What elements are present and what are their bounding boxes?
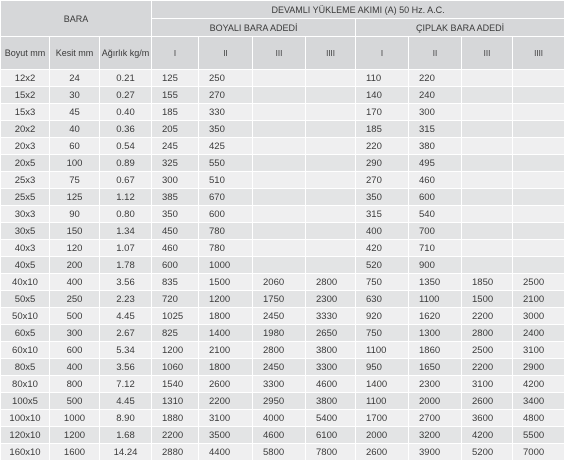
cell-painted-4: [306, 189, 356, 206]
cell-agirlik: 0.80: [100, 206, 152, 223]
cell-kesit: 100: [50, 155, 100, 172]
cell-painted-1: 460: [152, 240, 199, 257]
cell-kesit: 600: [50, 342, 100, 359]
cell-boyut: 120x10: [1, 427, 50, 444]
cell-bare-3: [462, 172, 513, 189]
cell-painted-4: [306, 87, 356, 104]
cell-painted-4: 3800: [306, 342, 356, 359]
cell-painted-3: [253, 104, 306, 121]
cell-bare-1: 1400: [356, 376, 409, 393]
cell-agirlik: 4.45: [100, 308, 152, 325]
cell-agirlik: 0.67: [100, 172, 152, 189]
cell-kesit: 1000: [50, 410, 100, 427]
cell-bare-2: 2700: [409, 410, 462, 427]
cell-bare-4: [513, 172, 564, 189]
table-row: [1, 189, 564, 206]
cell-bare-3: [462, 121, 513, 138]
cell-bare-2: 1860: [409, 342, 462, 359]
table-row: [1, 87, 564, 104]
cell-kesit: 500: [50, 308, 100, 325]
cell-boyut: 25x3: [1, 172, 50, 189]
cell-painted-3: [253, 138, 306, 155]
cell-painted-2: 670: [199, 189, 253, 206]
header-bare: ÇIPLAK BARA ADEDİ: [356, 19, 564, 37]
cell-boyut: 50x10: [1, 308, 50, 325]
cell-bare-1: 750: [356, 325, 409, 342]
cell-painted-2: 600: [199, 206, 253, 223]
painted-col-3: III: [253, 37, 306, 70]
cell-painted-4: [306, 240, 356, 257]
header-agirlik: Ağırlık kg/m: [100, 37, 152, 70]
cell-painted-2: 2100: [199, 342, 253, 359]
cell-painted-3: [253, 206, 306, 223]
cell-boyut: 40x10: [1, 274, 50, 291]
header-kesit: Kesit mm: [50, 37, 100, 70]
cell-kesit: 40: [50, 121, 100, 138]
cell-bare-3: 5200: [462, 444, 513, 461]
table-row: [1, 393, 564, 410]
cell-painted-4: 2300: [306, 291, 356, 308]
table-row: [1, 121, 564, 138]
cell-boyut: 100x10: [1, 410, 50, 427]
cell-boyut: 15x3: [1, 104, 50, 121]
cell-boyut: 30x5: [1, 223, 50, 240]
cell-bare-2: 495: [409, 155, 462, 172]
cell-agirlik: 0.40: [100, 104, 152, 121]
painted-col-4: IIII: [306, 37, 356, 70]
table-header: [1, 1, 564, 70]
table-row: [1, 427, 564, 444]
cell-painted-3: [253, 189, 306, 206]
cell-boyut: 60x10: [1, 342, 50, 359]
cell-bare-2: 2000: [409, 393, 462, 410]
cell-kesit: 30: [50, 87, 100, 104]
cell-bare-1: 2600: [356, 444, 409, 461]
cell-agirlik: 0.36: [100, 121, 152, 138]
cell-painted-4: 3300: [306, 359, 356, 376]
cell-bare-1: 630: [356, 291, 409, 308]
cell-agirlik: 4.45: [100, 393, 152, 410]
table-row: [1, 240, 564, 257]
table-row: [1, 172, 564, 189]
cell-bare-3: 2200: [462, 359, 513, 376]
cell-painted-1: 155: [152, 87, 199, 104]
cell-kesit: 300: [50, 325, 100, 342]
cell-boyut: 80x10: [1, 376, 50, 393]
cell-painted-2: 2200: [199, 393, 253, 410]
cell-painted-4: 4600: [306, 376, 356, 393]
cell-bare-1: 350: [356, 189, 409, 206]
cell-bare-3: [462, 206, 513, 223]
cell-boyut: 60x5: [1, 325, 50, 342]
table-row: [1, 291, 564, 308]
cell-painted-4: [306, 172, 356, 189]
cell-kesit: 60: [50, 138, 100, 155]
cell-painted-1: 125: [152, 70, 199, 87]
cell-painted-4: 2800: [306, 274, 356, 291]
cell-kesit: 250: [50, 291, 100, 308]
cell-bare-4: 2500: [513, 274, 564, 291]
cell-painted-2: 270: [199, 87, 253, 104]
cell-bare-4: 4200: [513, 376, 564, 393]
cell-painted-4: 2650: [306, 325, 356, 342]
table-row: [1, 308, 564, 325]
cell-kesit: 1600: [50, 444, 100, 461]
cell-bare-1: 270: [356, 172, 409, 189]
cell-painted-4: [306, 70, 356, 87]
cell-bare-2: 1350: [409, 274, 462, 291]
cell-agirlik: 1.07: [100, 240, 152, 257]
cell-painted-3: 2800: [253, 342, 306, 359]
table-row: [1, 70, 564, 87]
cell-bare-3: 2600: [462, 393, 513, 410]
cell-painted-4: [306, 121, 356, 138]
cell-painted-4: [306, 155, 356, 172]
cell-bare-4: [513, 223, 564, 240]
cell-bare-1: 400: [356, 223, 409, 240]
cell-painted-2: 3500: [199, 427, 253, 444]
cell-bare-4: 2400: [513, 325, 564, 342]
cell-agirlik: 0.89: [100, 155, 152, 172]
cell-painted-1: 350: [152, 206, 199, 223]
table-row: [1, 274, 564, 291]
table-row: [1, 223, 564, 240]
painted-col-2: II: [199, 37, 253, 70]
cell-bare-3: 3600: [462, 410, 513, 427]
cell-painted-1: 450: [152, 223, 199, 240]
cell-bare-2: 240: [409, 87, 462, 104]
cell-boyut: 160x10: [1, 444, 50, 461]
cell-painted-4: 3800: [306, 393, 356, 410]
cell-painted-4: [306, 257, 356, 274]
cell-agirlik: 3.56: [100, 359, 152, 376]
cell-bare-2: 1100: [409, 291, 462, 308]
cell-bare-2: 1300: [409, 325, 462, 342]
cell-kesit: 90: [50, 206, 100, 223]
cell-bare-3: [462, 223, 513, 240]
cell-painted-2: 4400: [199, 444, 253, 461]
cell-painted-4: [306, 223, 356, 240]
cell-kesit: 45: [50, 104, 100, 121]
cell-bare-1: 920: [356, 308, 409, 325]
cell-bare-2: 3900: [409, 444, 462, 461]
cell-bare-2: 540: [409, 206, 462, 223]
cell-painted-2: 1800: [199, 308, 253, 325]
cell-bare-3: [462, 240, 513, 257]
table-row: [1, 325, 564, 342]
cell-bare-4: [513, 155, 564, 172]
cell-bare-3: 4200: [462, 427, 513, 444]
cell-agirlik: 7.12: [100, 376, 152, 393]
cell-painted-1: 1310: [152, 393, 199, 410]
header-title: DEVAMLI YÜKLEME AKIMI (A) 50 Hz. A.C.: [152, 1, 564, 19]
header-boyut: Boyut mm: [1, 37, 50, 70]
cell-bare-4: [513, 121, 564, 138]
table-row: [1, 138, 564, 155]
cell-painted-2: 1000: [199, 257, 253, 274]
header-bara: BARA: [1, 1, 152, 37]
cell-kesit: 800: [50, 376, 100, 393]
cell-kesit: 24: [50, 70, 100, 87]
cell-bare-1: 140: [356, 87, 409, 104]
cell-bare-4: 2100: [513, 291, 564, 308]
cell-painted-1: 245: [152, 138, 199, 155]
cell-bare-3: [462, 104, 513, 121]
cell-kesit: 125: [50, 189, 100, 206]
cell-bare-3: [462, 138, 513, 155]
cell-painted-3: [253, 172, 306, 189]
bare-col-4: IIII: [513, 37, 564, 70]
cell-painted-2: 2600: [199, 376, 253, 393]
cell-boyut: 40x3: [1, 240, 50, 257]
cell-bare-1: 950: [356, 359, 409, 376]
cell-painted-1: 600: [152, 257, 199, 274]
cell-boyut: 40x5: [1, 257, 50, 274]
cell-bare-3: [462, 257, 513, 274]
cell-painted-3: [253, 87, 306, 104]
cell-bare-4: [513, 240, 564, 257]
cell-painted-1: 205: [152, 121, 199, 138]
cell-painted-2: 1400: [199, 325, 253, 342]
cell-boyut: 12x2: [1, 70, 50, 87]
table-body: [1, 70, 564, 461]
cell-painted-3: 5800: [253, 444, 306, 461]
cell-painted-4: 3330: [306, 308, 356, 325]
cell-bare-1: 750: [356, 274, 409, 291]
table-row: [1, 359, 564, 376]
cell-bare-3: [462, 87, 513, 104]
cell-painted-1: 185: [152, 104, 199, 121]
cell-agirlik: 1.34: [100, 223, 152, 240]
cell-painted-2: 330: [199, 104, 253, 121]
cell-bare-1: 290: [356, 155, 409, 172]
cell-bare-1: 110: [356, 70, 409, 87]
cell-boyut: 100x5: [1, 393, 50, 410]
cell-bare-4: 3400: [513, 393, 564, 410]
cell-bare-1: 420: [356, 240, 409, 257]
cell-painted-1: 300: [152, 172, 199, 189]
table-row: [1, 257, 564, 274]
cell-agirlik: 8.90: [100, 410, 152, 427]
cell-painted-2: 1800: [199, 359, 253, 376]
cell-bare-1: 1100: [356, 393, 409, 410]
cell-painted-3: [253, 257, 306, 274]
cell-bare-3: 2200: [462, 308, 513, 325]
cell-bare-3: [462, 189, 513, 206]
cell-boyut: 25x5: [1, 189, 50, 206]
cell-painted-4: 6100: [306, 427, 356, 444]
cell-bare-4: [513, 189, 564, 206]
cell-painted-1: 1025: [152, 308, 199, 325]
cell-agirlik: 2.67: [100, 325, 152, 342]
cell-painted-4: [306, 138, 356, 155]
cell-bare-2: 460: [409, 172, 462, 189]
cell-boyut: 30x3: [1, 206, 50, 223]
cell-painted-4: 7800: [306, 444, 356, 461]
cell-kesit: 1200: [50, 427, 100, 444]
cell-painted-2: 350: [199, 121, 253, 138]
cell-bare-3: [462, 70, 513, 87]
cell-painted-2: 425: [199, 138, 253, 155]
table-row: [1, 155, 564, 172]
cell-bare-4: 5500: [513, 427, 564, 444]
cell-bare-4: 2900: [513, 359, 564, 376]
cell-bare-2: 380: [409, 138, 462, 155]
cell-agirlik: 1.12: [100, 189, 152, 206]
cell-bare-2: 300: [409, 104, 462, 121]
cell-bare-1: 2000: [356, 427, 409, 444]
cell-boyut: 15x2: [1, 87, 50, 104]
cell-painted-3: 2450: [253, 308, 306, 325]
cell-painted-1: 2880: [152, 444, 199, 461]
cell-painted-2: 780: [199, 240, 253, 257]
cell-painted-1: 1540: [152, 376, 199, 393]
cell-bare-4: [513, 104, 564, 121]
cell-bare-2: 315: [409, 121, 462, 138]
cell-painted-1: 835: [152, 274, 199, 291]
cell-painted-1: 2200: [152, 427, 199, 444]
cell-bare-1: 315: [356, 206, 409, 223]
cell-boyut: 80x5: [1, 359, 50, 376]
cell-bare-1: 170: [356, 104, 409, 121]
cell-painted-3: 2060: [253, 274, 306, 291]
cell-bare-3: [462, 155, 513, 172]
cell-kesit: 500: [50, 393, 100, 410]
cell-boyut: 20x5: [1, 155, 50, 172]
cell-painted-1: 720: [152, 291, 199, 308]
cell-painted-3: 1750: [253, 291, 306, 308]
cell-kesit: 75: [50, 172, 100, 189]
cell-painted-2: 550: [199, 155, 253, 172]
table-row: [1, 104, 564, 121]
cell-boyut: 20x3: [1, 138, 50, 155]
cell-bare-2: 900: [409, 257, 462, 274]
cell-bare-2: 1650: [409, 359, 462, 376]
cell-bare-3: 1850: [462, 274, 513, 291]
cell-bare-3: 2800: [462, 325, 513, 342]
cell-agirlik: 0.21: [100, 70, 152, 87]
table-row: [1, 444, 564, 461]
cell-agirlik: 14.24: [100, 444, 152, 461]
cell-painted-2: 510: [199, 172, 253, 189]
cell-bare-1: 1100: [356, 342, 409, 359]
cell-painted-3: 3300: [253, 376, 306, 393]
cell-agirlik: 3.56: [100, 274, 152, 291]
cell-bare-4: [513, 70, 564, 87]
cell-bare-2: 700: [409, 223, 462, 240]
cell-bare-2: 220: [409, 70, 462, 87]
cell-painted-3: [253, 121, 306, 138]
cell-painted-2: 780: [199, 223, 253, 240]
bare-col-2: II: [409, 37, 462, 70]
cell-bare-2: 2300: [409, 376, 462, 393]
table-row: [1, 410, 564, 427]
cell-painted-1: 1200: [152, 342, 199, 359]
cell-agirlik: 5.34: [100, 342, 152, 359]
cell-bare-4: 3100: [513, 342, 564, 359]
cell-bare-1: 520: [356, 257, 409, 274]
cell-painted-1: 825: [152, 325, 199, 342]
cell-bare-3: 1500: [462, 291, 513, 308]
cell-bare-4: 4800: [513, 410, 564, 427]
cell-bare-3: 2500: [462, 342, 513, 359]
cell-bare-4: [513, 138, 564, 155]
table-row: [1, 342, 564, 359]
cell-painted-2: 250: [199, 70, 253, 87]
bare-col-1: I: [356, 37, 409, 70]
cell-bare-1: 1700: [356, 410, 409, 427]
cell-painted-1: 385: [152, 189, 199, 206]
cell-painted-1: 325: [152, 155, 199, 172]
cell-painted-3: [253, 70, 306, 87]
cell-painted-4: [306, 104, 356, 121]
cell-painted-3: 4600: [253, 427, 306, 444]
bare-col-3: III: [462, 37, 513, 70]
cell-painted-3: [253, 155, 306, 172]
cell-agirlik: 2.23: [100, 291, 152, 308]
cell-bare-4: 3000: [513, 308, 564, 325]
cell-bare-2: 1620: [409, 308, 462, 325]
cell-painted-2: 1200: [199, 291, 253, 308]
cell-bare-2: 3200: [409, 427, 462, 444]
cell-painted-3: 2450: [253, 359, 306, 376]
cell-painted-3: 1980: [253, 325, 306, 342]
cell-painted-2: 1500: [199, 274, 253, 291]
cell-painted-1: 1060: [152, 359, 199, 376]
cell-bare-4: 7000: [513, 444, 564, 461]
cell-painted-3: 4000: [253, 410, 306, 427]
cell-bare-2: 600: [409, 189, 462, 206]
cell-agirlik: 0.54: [100, 138, 152, 155]
cell-bare-4: [513, 257, 564, 274]
cell-kesit: 120: [50, 240, 100, 257]
cell-painted-4: [306, 206, 356, 223]
cell-bare-4: [513, 206, 564, 223]
cell-agirlik: 1.68: [100, 427, 152, 444]
painted-col-1: I: [152, 37, 199, 70]
table-row: [1, 206, 564, 223]
cell-bare-2: 710: [409, 240, 462, 257]
cell-agirlik: 1.78: [100, 257, 152, 274]
cell-boyut: 20x2: [1, 121, 50, 138]
cell-kesit: 150: [50, 223, 100, 240]
cell-bare-4: [513, 87, 564, 104]
cell-boyut: 50x5: [1, 291, 50, 308]
cell-bare-3: 3100: [462, 376, 513, 393]
cell-kesit: 400: [50, 359, 100, 376]
cell-painted-3: 2950: [253, 393, 306, 410]
header-painted: BOYALI BARA ADEDİ: [152, 19, 356, 37]
cell-painted-1: 1880: [152, 410, 199, 427]
table-row: [1, 376, 564, 393]
cell-bare-1: 220: [356, 138, 409, 155]
cell-agirlik: 0.27: [100, 87, 152, 104]
cell-painted-2: 3100: [199, 410, 253, 427]
cell-kesit: 200: [50, 257, 100, 274]
cell-painted-4: 5400: [306, 410, 356, 427]
cell-kesit: 400: [50, 274, 100, 291]
cell-bare-1: 185: [356, 121, 409, 138]
cell-painted-3: [253, 240, 306, 257]
cell-painted-3: [253, 223, 306, 240]
